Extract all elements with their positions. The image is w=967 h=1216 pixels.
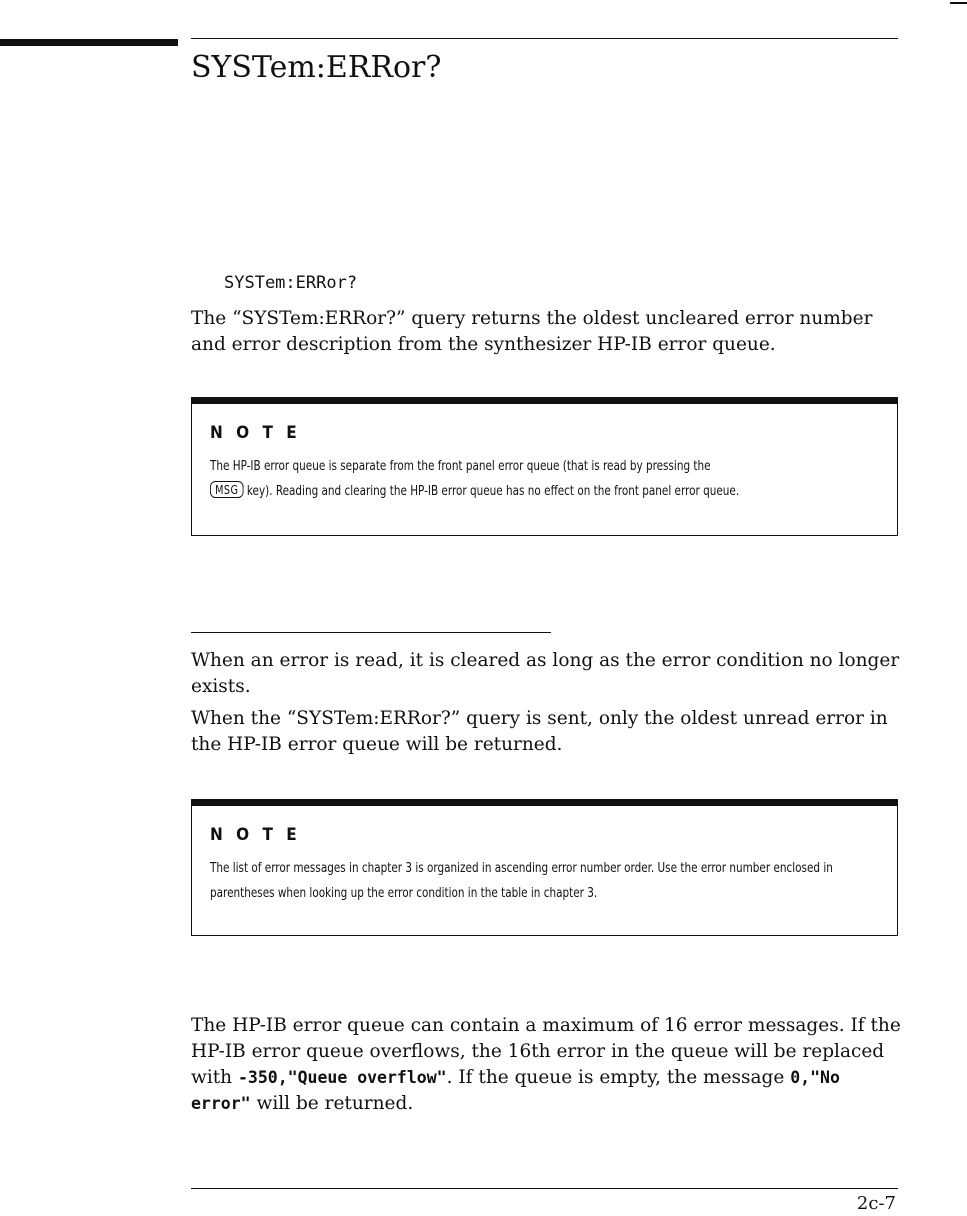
description-paragraph: The “SYSTem:ERRor?” query returns the oldest uncleared error number and error description from the synthesizer HP-IB error queue. [191, 308, 873, 355]
footer-rule [191, 1188, 898, 1189]
page-title: SYSTem:ERRor? [191, 50, 442, 85]
note-heading: N O T E [210, 825, 301, 845]
no-error-message-code: 0,"No error" [191, 1068, 840, 1113]
command-syntax: SYSTem:ERRor? [224, 273, 358, 293]
header-rule [191, 38, 898, 39]
top-corner-rule [950, 2, 967, 4]
chapter-bar [0, 39, 178, 46]
note-box-msg-key [191, 397, 898, 536]
msg-key-icon: MSG [210, 481, 244, 498]
note-text: The HP-IB error queue is separate from the front panel error queue (that is read by pressing the MSG key). Reading and clearing the HP-IB error queue has no effect on the front panel error queue. [210, 458, 740, 499]
note-box-error-list [191, 799, 898, 936]
error-read-paragraph: When an error is read, it is cleared as long as the error condition no longer exists. [191, 650, 900, 697]
page-number: 2c-7 [856, 1193, 896, 1214]
overflow-message-code: -350,"Queue overflow" [237, 1068, 447, 1087]
note-heading: N O T E [210, 423, 301, 443]
query-sent-paragraph: When the “SYSTem:ERRor?” query is sent, only the oldest unread error in the HP-IB error queue will be returned. [191, 708, 888, 755]
section-rule [191, 632, 551, 633]
queue-capacity-paragraph: The HP-IB error queue can contain a maximum of 16 error messages. If the HP-IB error queue overflows, the 16th error in the queue will be replaced with -350,"Queue overflow". If the queue is empty, the message 0,"No error" will be returned. [191, 1015, 901, 1114]
note-text: The list of error messages in chapter 3 is organized in ascending error number order. Use the error number enclosed in parentheses when looking up the error condition in the table in chapter 3. [210, 860, 833, 901]
